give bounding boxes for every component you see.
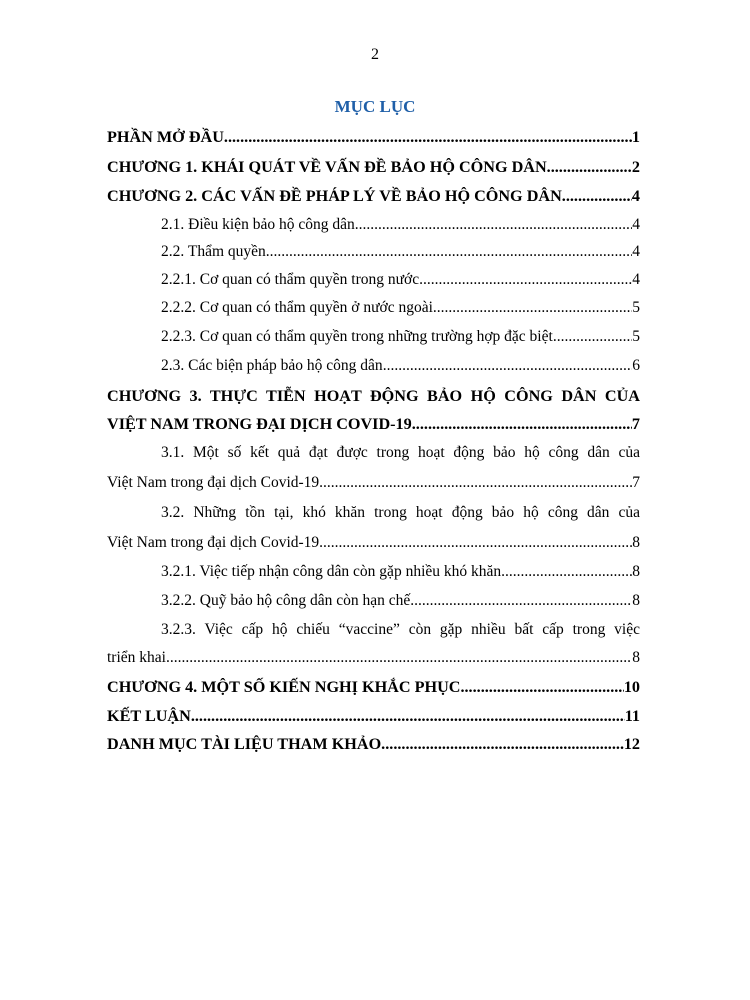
- toc-entry-intro[interactable]: [107, 124, 640, 150]
- toc-entry-label: 3.2.2. Quỹ bảo hộ công dân còn hạn chế: [161, 592, 411, 609]
- toc-entry-3-2-2[interactable]: [161, 588, 640, 614]
- toc-entry-page: 8: [632, 592, 640, 609]
- toc-entry-conclusion[interactable]: [107, 703, 640, 729]
- toc-entry-2-2-1[interactable]: [161, 267, 640, 293]
- leader-dots: [319, 470, 632, 496]
- toc-entry-page: 4: [632, 243, 640, 260]
- toc-entry-label: 2.3. Các biện pháp bảo hộ công dân: [161, 357, 383, 374]
- toc-entry-page: 5: [632, 299, 640, 316]
- toc-entry-3-1-line1[interactable]: 3.1. Một số kết quả đạt được trong hoạt động bảo hộ công dân của: [161, 444, 640, 461]
- toc-entry-chapter-1[interactable]: [107, 154, 640, 180]
- leader-dots: [412, 411, 632, 437]
- toc-entry-label: triển khai: [107, 649, 166, 666]
- toc-entry-3-2-line1[interactable]: 3.2. Những tồn tại, khó khăn trong hoạt động bảo hộ công dân của: [161, 504, 640, 521]
- toc-entry-label: CHƯƠNG 2. CÁC VẤN ĐỀ PHÁP LÝ VỀ BẢO HỘ CÔNG DÂN: [107, 187, 562, 205]
- toc-entry-page: 7: [632, 474, 640, 491]
- leader-dots: [410, 588, 632, 614]
- toc-entry-chapter-2[interactable]: [107, 183, 640, 209]
- page-number: 2: [371, 46, 379, 63]
- toc-entry-page: 4: [632, 216, 640, 233]
- toc-entry-page: 4: [631, 187, 640, 205]
- toc-entry-chapter-4[interactable]: [107, 674, 640, 700]
- toc-entry-2-2-3[interactable]: [161, 324, 640, 350]
- leader-dots: [381, 731, 624, 757]
- toc-entry-2-3[interactable]: [161, 353, 640, 379]
- leader-dots: [419, 267, 632, 293]
- toc-entry-3-2-1[interactable]: [161, 559, 640, 585]
- toc-entry-2-2-2[interactable]: [161, 295, 640, 321]
- toc-entry-page: 11: [624, 707, 640, 725]
- leader-dots: [166, 645, 632, 671]
- toc-entry-2-1[interactable]: [161, 212, 640, 238]
- leader-dots: [562, 183, 632, 209]
- toc-entry-page: 12: [623, 735, 640, 753]
- toc-entry-3-2-3[interactable]: [107, 645, 640, 671]
- toc-entry-label: PHẦN MỞ ĐẦU: [107, 128, 224, 146]
- toc-entry-label: VIỆT NAM TRONG ĐẠI DỊCH COVID-19: [107, 415, 412, 433]
- leader-dots: [266, 239, 632, 265]
- toc-entry-3-2[interactable]: [107, 530, 640, 556]
- toc-entry-label: 2.2.2. Cơ quan có thẩm quyền ở nước ngoài: [161, 299, 433, 316]
- toc-entry-label: Việt Nam trong đại dịch Covid-19: [107, 534, 320, 551]
- leader-dots: [355, 212, 633, 238]
- leader-dots: [553, 324, 632, 350]
- leader-dots: [191, 703, 625, 729]
- toc-entry-label: Việt Nam trong đại dịch Covid-19: [107, 474, 320, 491]
- leader-dots: [224, 124, 632, 150]
- toc-entry-3-1[interactable]: [107, 470, 640, 496]
- toc-entry-label: 2.1. Điều kiện bảo hộ công dân: [161, 216, 355, 233]
- leader-dots: [383, 353, 633, 379]
- toc-entry-page: 10: [623, 678, 640, 696]
- toc-entry-label: CHƯƠNG 4. MỘT SỐ KIẾN NGHỊ KHẮC PHỤC: [107, 678, 461, 696]
- leader-dots: [460, 674, 623, 700]
- toc-entry-page: 7: [631, 415, 640, 433]
- toc-entry-label: KẾT LUẬN: [107, 707, 191, 725]
- toc-entry-label: CHƯƠNG 1. KHÁI QUÁT VỀ VẤN ĐỀ BẢO HỘ CÔNG DÂN: [107, 158, 547, 176]
- toc-entry-page: 2: [631, 158, 640, 176]
- toc-entry-3-2-3-line1[interactable]: 3.2.3. Việc cấp hộ chiếu “vaccine” còn gặp nhiều bất cấp trong việc: [161, 621, 640, 638]
- toc-entry-label: 2.2. Thẩm quyền: [161, 243, 266, 260]
- toc-entry-label: DANH MỤC TÀI LIỆU THAM KHẢO: [107, 735, 382, 753]
- toc-entry-label: 2.2.1. Cơ quan có thẩm quyền trong nước: [161, 271, 420, 288]
- toc-entry-references[interactable]: [107, 731, 640, 757]
- toc-entry-chapter-3-line1[interactable]: CHƯƠNG 3. THỰC TIỄN HOẠT ĐỘNG BẢO HỘ CÔNG DÂN CỦA: [107, 387, 640, 405]
- toc-entry-page: 4: [632, 271, 640, 288]
- toc-entry-page: 5: [632, 328, 640, 345]
- leader-dots: [319, 530, 632, 556]
- toc-entry-label: 3.2.1. Việc tiếp nhận công dân còn gặp nhiều khó khăn: [161, 563, 502, 580]
- toc-entry-page: 8: [632, 649, 640, 666]
- leader-dots: [501, 559, 632, 585]
- leader-dots: [433, 295, 632, 321]
- toc-entry-page: 8: [632, 563, 640, 580]
- leader-dots: [547, 154, 632, 180]
- toc-title: MỤC LỤC: [334, 97, 416, 116]
- toc-entry-label: 2.2.3. Cơ quan có thẩm quyền trong những trường hợp đặc biệt: [161, 328, 553, 345]
- toc-entry-page: 6: [632, 357, 640, 374]
- toc-entry-page: 1: [631, 128, 640, 146]
- toc-entry-chapter-3[interactable]: [107, 411, 640, 437]
- toc-entry-2-2[interactable]: [161, 239, 640, 265]
- toc-entry-page: 8: [632, 534, 640, 551]
